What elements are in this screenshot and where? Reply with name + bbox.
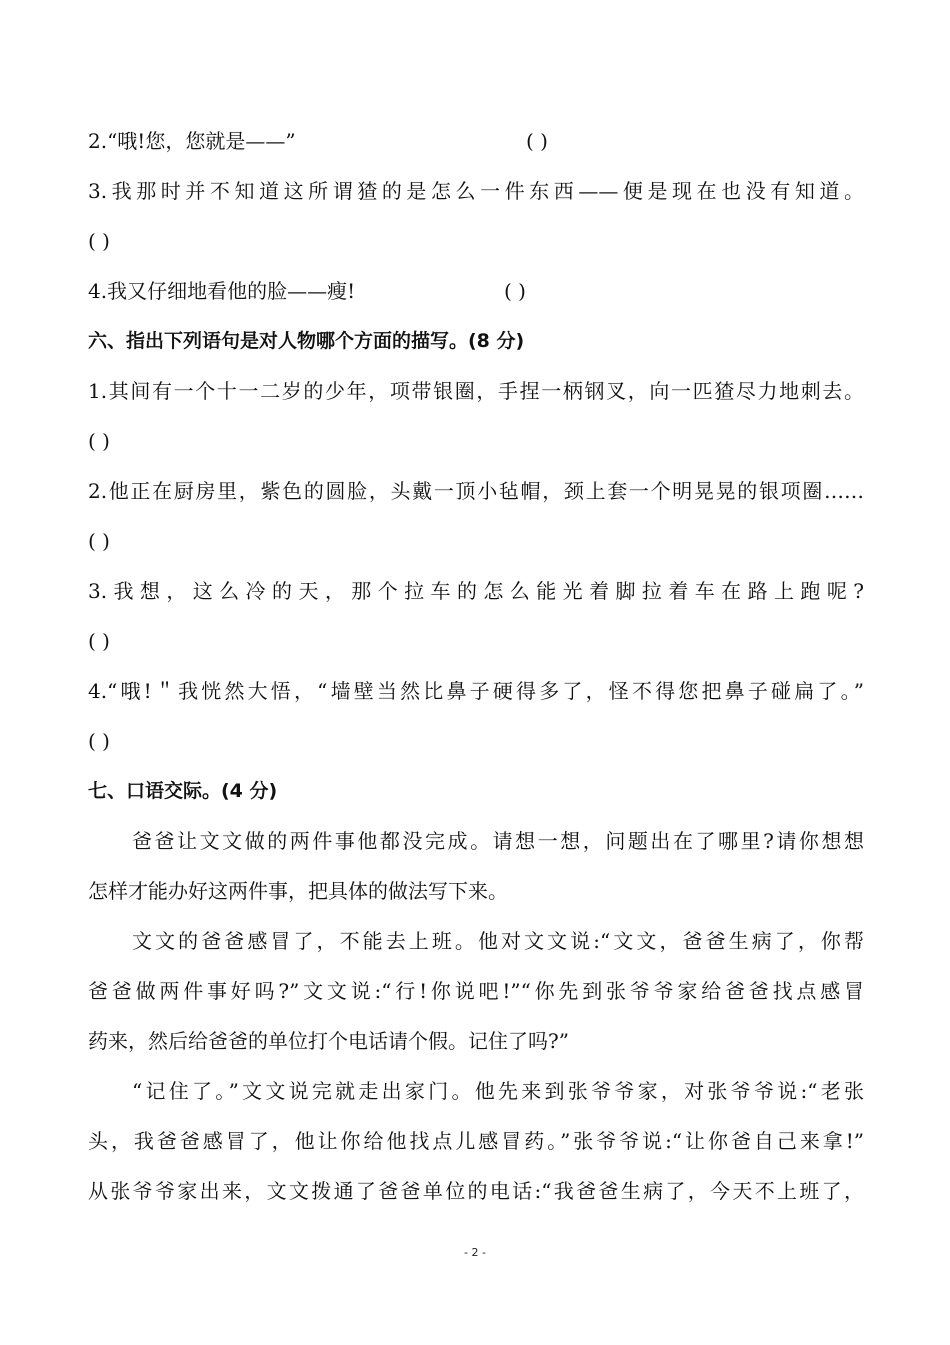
question-6-item-3: 3.我想，这么冷的天，那个拉车的怎么能光着脚拉着车在路上跑呢? bbox=[88, 579, 864, 603]
section-7-heading: 七、口语交际。(4 分) bbox=[88, 780, 278, 802]
paragraph-line: 文文的爸爸感冒了，不能去上班。他对文文说:“文文，爸爸生病了，你帮 bbox=[132, 929, 864, 953]
answer-blank[interactable]: ( ) bbox=[88, 229, 110, 253]
page-number: - 2 - bbox=[464, 1246, 486, 1259]
paragraph-line: 药来，然后给爸爸的单位打个电话请个假。记住了吗?” bbox=[88, 1029, 569, 1053]
question-6-item-2: 2.他正在厨房里，紫色的圆脸，头戴一顶小毡帽，颈上套一个明晃晃的银项圈…… bbox=[88, 479, 864, 503]
paragraph-line: “记住了。”文文说完就走出家门。他先来到张爷爷家，对张爷爷说:“老张 bbox=[132, 1079, 864, 1103]
answer-blank[interactable]: ( ) bbox=[88, 429, 110, 453]
answer-blank[interactable]: ( ) bbox=[88, 529, 110, 553]
answer-blank[interactable]: ( ) bbox=[504, 279, 526, 303]
paragraph-line: 爸爸做两件事好吗?”文文说:“行!你说吧!”“你先到张爷爷家给爸爸找点感冒 bbox=[88, 979, 864, 1003]
answer-blank[interactable]: ( ) bbox=[88, 629, 110, 653]
answer-blank[interactable]: ( ) bbox=[88, 729, 110, 753]
paragraph-line: 怎样才能办好这两件事，把具体的做法写下来。 bbox=[88, 879, 508, 903]
answer-blank[interactable]: ( ) bbox=[526, 129, 548, 153]
question-text: 4.我又仔细地看他的脸——瘦! bbox=[88, 279, 356, 303]
question-5-item-2 bbox=[88, 126, 868, 156]
question-text: 2.“哦!您，您就是——” bbox=[88, 129, 296, 153]
paragraph-line: 从张爷爷家出来，文文拨通了爸爸单位的电话:“我爸爸生病了，今天不上班了， bbox=[88, 1179, 864, 1203]
question-6-item-1: 1.其间有一个十一二岁的少年，项带银圈，手捏一柄钢叉，向一匹猹尽力地刺去。 bbox=[88, 379, 864, 403]
paragraph-line: 头，我爸爸感冒了，他让你给他找点儿感冒药。”张爷爷说:“让你爸自己来拿!” bbox=[88, 1129, 864, 1153]
question-5-item-4 bbox=[88, 276, 868, 306]
paragraph-line: 爸爸让文文做的两件事他都没完成。请想一想，问题出在了哪里?请你想想 bbox=[132, 829, 864, 853]
question-5-item-3: 3.我那时并不知道这所谓猹的是怎么一件东西——便是现在也没有知道。 bbox=[88, 179, 864, 203]
section-6-heading: 六、指出下列语句是对人物哪个方面的描写。(8 分) bbox=[88, 330, 525, 352]
question-6-item-4: 4.“哦!＂我恍然大悟，“墙壁当然比鼻子硬得多了，怪不得您把鼻子碰扁了。” bbox=[88, 679, 864, 703]
